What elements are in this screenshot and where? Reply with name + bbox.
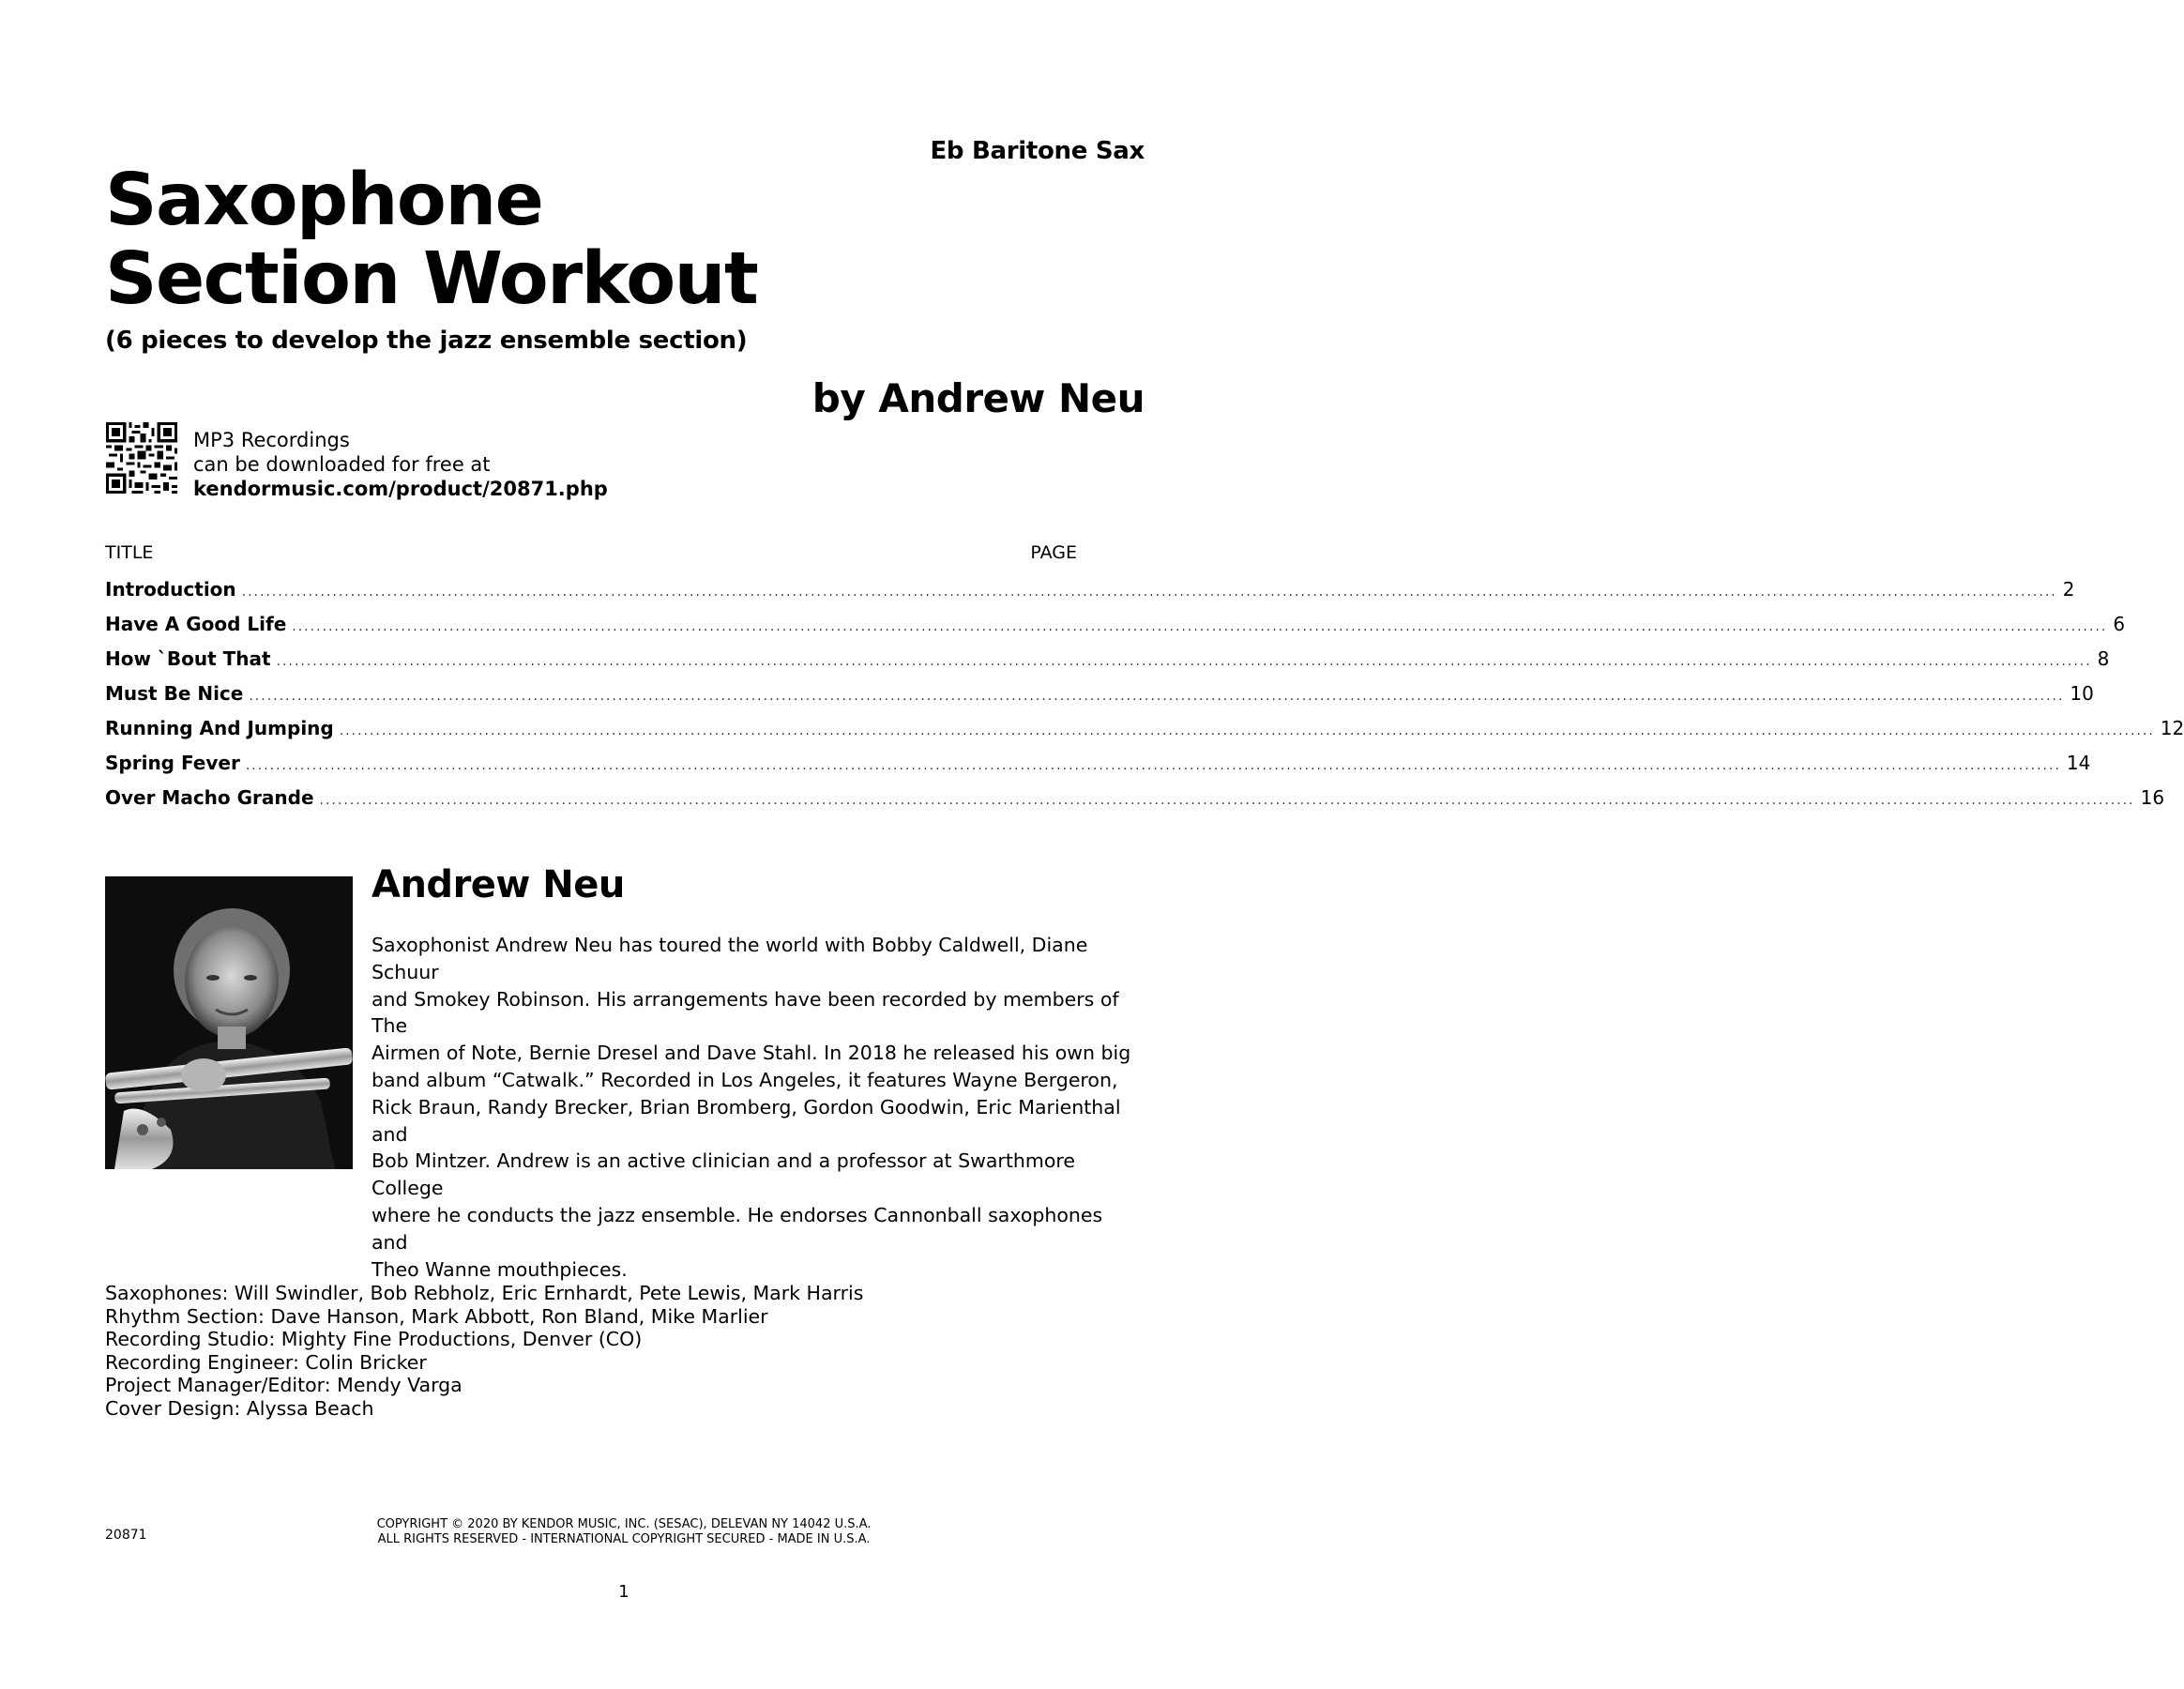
toc-leader: ............................................................................................................................................................................................................................................................................................................ (241, 585, 2057, 600)
table-of-contents (105, 542, 2184, 821)
title-line-2: Section Workout (105, 237, 758, 321)
instrument-label: Eb Baritone Sax (930, 137, 1145, 165)
toc-item-title: Running And Jumping (105, 717, 334, 739)
download-link[interactable]: kendormusic.com/product/20871.php (193, 478, 608, 500)
author-byline: by Andrew Neu (811, 375, 1145, 421)
credit-line: Recording Engineer: Colin Bricker (105, 1350, 427, 1374)
toc-header (105, 542, 1077, 578)
mp3-line-1: MP3 Recordings (193, 429, 350, 451)
toc-item-title: Must Be Nice (105, 682, 244, 705)
toc-item-page: 8 (2097, 647, 2110, 670)
toc-leader: ............................................................................................................................................................................................................................................................................................................ (245, 758, 2061, 773)
copyright-line-2: ALL RIGHTS RESERVED - INTERNATIONAL COPYRIGHT SECURED - MADE IN U.S.A. (377, 1532, 871, 1546)
bio-line: Airmen of Note, Bernie Dresel and Dave Stahl. In 2018 he released his own big (372, 1042, 1131, 1065)
copyright-notice (366, 1517, 882, 1547)
toc-item-page: 2 (2062, 578, 2075, 601)
mp3-info (193, 428, 608, 501)
page-title (105, 161, 757, 319)
toc-leader: ............................................................................................................................................................................................................................................................................................................ (339, 723, 2155, 738)
credits (105, 1282, 863, 1420)
toc-leader: ............................................................................................................................................................................................................................................................................................................ (276, 654, 2092, 669)
toc-item-page: 14 (2066, 752, 2091, 774)
toc-title-column: TITLE (105, 542, 154, 563)
bio-line: Theo Wanne mouthpieces. (372, 1257, 628, 1281)
mp3-line-2: can be downloaded for free at (193, 453, 491, 476)
bio-paragraph (372, 932, 1141, 1283)
author-photo (105, 876, 353, 1169)
toc-item-title: Introduction (105, 578, 236, 601)
qr-code-icon (106, 422, 177, 494)
copyright-line-1: COPYRIGHT © 2020 BY KENDOR MUSIC, INC. (SESAC), DELEVAN NY 14042 U.S.A. (376, 1517, 872, 1531)
title-line-1: Saxophone (105, 159, 543, 242)
toc-item[interactable] (105, 717, 2184, 752)
credit-line: Cover Design: Alyssa Beach (105, 1396, 374, 1420)
toc-item[interactable] (105, 578, 2075, 613)
toc-item-title: Over Macho Grande (105, 786, 314, 809)
toc-item-page: 6 (2113, 613, 2126, 635)
bio-line: Saxophonist Andrew Neu has toured the world with Bobby Caldwell, Diane Schuur (372, 934, 1088, 983)
bio-line: where he conducts the jazz ensemble. He endorses Cannonball saxophones and (372, 1203, 1103, 1254)
toc-item[interactable] (105, 752, 2091, 786)
toc-item[interactable] (105, 786, 2165, 821)
toc-leader: ............................................................................................................................................................................................................................................................................................................ (319, 793, 2135, 808)
subtitle: (6 pieces to develop the jazz ensemble section) (105, 327, 748, 355)
bio-line: and Smokey Robinson. His arrangements have been recorded by members of The (372, 987, 1119, 1038)
bio-line: Bob Mintzer. Andrew is an active clinician and a professor at Swarthmore College (372, 1149, 1075, 1200)
toc-item-page: 16 (2140, 786, 2165, 809)
toc-leader: ............................................................................................................................................................................................................................................................................................................ (292, 619, 2108, 634)
toc-item[interactable] (105, 613, 2126, 647)
toc-item-title: How `Bout That (105, 647, 271, 670)
credit-line: Saxophones: Will Swindler, Bob Rebholz, Eric Ernhardt, Pete Lewis, Mark Harris (105, 1282, 864, 1304)
credit-line: Project Manager/Editor: Mendy Varga (105, 1374, 463, 1396)
bio-line: band album “Catwalk.” Recorded in Los Angeles, it features Wayne Bergeron, (372, 1068, 1118, 1091)
bio-line: Rick Braun, Randy Brecker, Brian Bromberg, Gordon Goodwin, Eric Marienthal and (372, 1095, 1121, 1146)
credit-line: Rhythm Section: Dave Hanson, Mark Abbott, Ron Bland, Mike Marlier (105, 1304, 768, 1328)
document-number: 20871 (105, 1528, 147, 1543)
credit-line: Recording Studio: Mighty Fine Productions, Denver (CO) (105, 1328, 643, 1350)
toc-item-page: 12 (2160, 717, 2184, 739)
bio-heading: Andrew Neu (372, 863, 625, 906)
page-number: 1 (618, 1582, 629, 1602)
toc-leader: ............................................................................................................................................................................................................................................................................................................ (249, 689, 2065, 704)
toc-item[interactable] (105, 682, 2094, 717)
toc-item[interactable] (105, 647, 2110, 682)
toc-item-title: Spring Fever (105, 752, 240, 774)
toc-item-page: 10 (2070, 682, 2094, 705)
toc-page-column: PAGE (1030, 542, 1077, 563)
toc-item-title: Have A Good Life (105, 613, 287, 635)
